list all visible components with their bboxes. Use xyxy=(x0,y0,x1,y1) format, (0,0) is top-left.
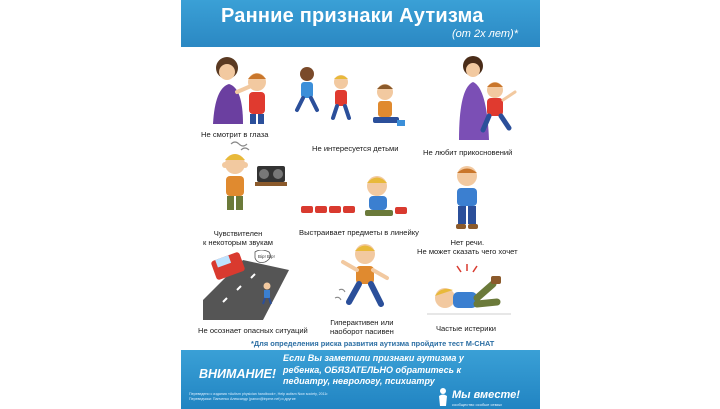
community-logo-name: Мы вместе! xyxy=(452,389,520,401)
credits-line-1: Переведено с издания «Autism physician handbook», Help autism Now society, 2011г. xyxy=(189,392,329,396)
illustration-sound-sensitivity xyxy=(211,140,291,212)
sign-caption-lines-up-objects: Выстраивает предметы в линейку xyxy=(299,228,419,237)
header-banner xyxy=(181,0,540,47)
attention-label: ВНИМАНИЕ! xyxy=(199,367,277,381)
sign-caption-unaware-of-danger: Не осознает опасных ситуаций xyxy=(198,326,308,335)
attention-message: Если Вы заметили признаки аутизма у ребенка, ОБЯЗАТЕЛЬНО обратитесь к педиатру, неврологу, психиатру xyxy=(283,353,464,387)
illustration-eye-contact xyxy=(199,52,279,124)
sign-caption-tantrums: Частые истерики xyxy=(436,324,497,333)
illustration-tantrums xyxy=(427,262,511,320)
sign-caption-no-interest-in-children: Не интересуется детьми xyxy=(312,144,399,153)
bubble-text: Bip! Bip! xyxy=(258,254,275,259)
sign-caption-hyperactive-or-passive: Гиперактивен или наоборот пасивен xyxy=(330,318,394,337)
illustration-unaware-of-danger xyxy=(203,250,289,320)
mchat-note: *Для определения риска развития аутизма пройдите тест M-CHAT xyxy=(251,339,495,348)
illustration-no-interest-in-children xyxy=(293,62,413,137)
credits-line-2: Переведчики: Панченко Александр (panov@inpme.net) и другие xyxy=(189,396,296,401)
credits xyxy=(189,392,429,402)
footer-banner xyxy=(181,350,540,409)
illustration-lines-up-objects xyxy=(299,170,411,222)
sign-caption-dislikes-touch: Не любит прикосновений xyxy=(423,148,513,157)
illustration-dislikes-touch xyxy=(443,52,523,140)
sign-caption-eye-contact: Не смотрит в глаза xyxy=(201,130,269,139)
sign-caption-sound-sensitivity: Чувствителен к некоторым звукам xyxy=(203,229,274,248)
poster-title: Ранние признаки Аутизма xyxy=(221,5,484,27)
community-logo-tagline: сообщество особые семьи xyxy=(452,402,502,407)
illustration-no-speech xyxy=(443,164,491,230)
community-logo-icon xyxy=(436,387,450,407)
sign-caption-no-speech: Нет речи. Не может сказать чего хочет xyxy=(417,238,518,257)
illustration-hyperactive-or-passive xyxy=(331,240,397,316)
poster-subtitle: (от 2х лет)* xyxy=(452,28,518,40)
autism-poster xyxy=(181,0,540,409)
